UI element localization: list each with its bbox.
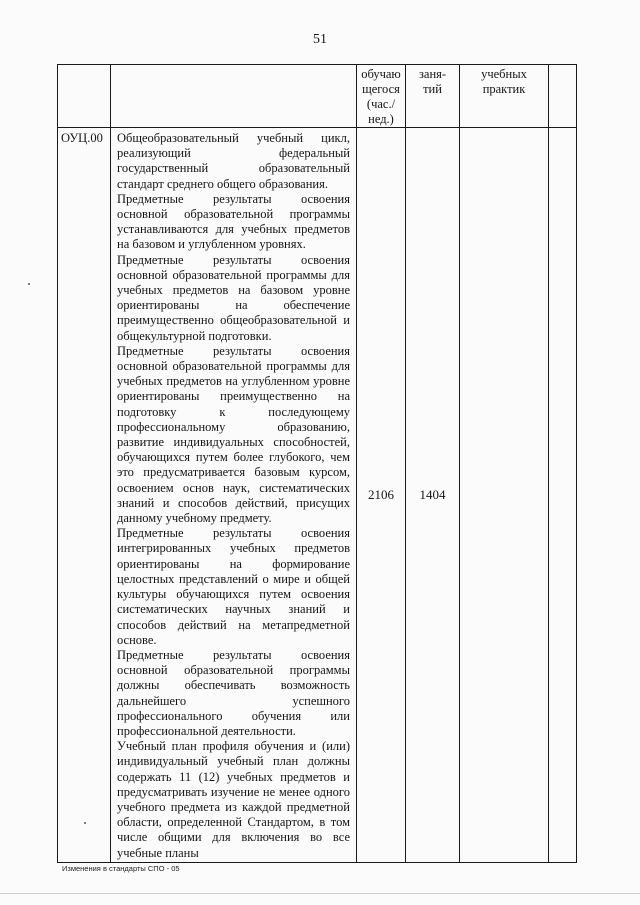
row-description-cell — [111, 128, 357, 863]
row-code-cell — [58, 128, 111, 863]
row-hours-total-cell — [357, 128, 406, 863]
header-cell-description — [111, 65, 357, 128]
description-paragraph: Предметные результаты освоения основной образовательной программы для учебных предметов на углубленном уровне ориентированы преимущественно на подготовку к последующему профессиональному образованию, развитие индивидуальных способностей, обучающихся путем более глубокого, чем это предусматривается базовым курсом, освоением основ наук, систематических знаний и способов действий, присущих данному учебному предмету. — [117, 343, 350, 526]
scan-speck — [28, 283, 30, 285]
description-paragraph: Предметные результаты освоения основной образовательной программы для учебных предметов на базовом уровне ориентированы на обеспечение преимущественно общеобразовательной и общекультурной подготовки. — [117, 252, 350, 343]
scan-speck — [84, 822, 86, 824]
header-practices-label: учебных практик — [481, 67, 527, 96]
page-number: 51 — [313, 32, 327, 47]
header-cell-extra — [549, 65, 577, 128]
header-classes-label: заня- тий — [418, 67, 447, 96]
row-practices-cell — [460, 128, 549, 863]
row-extra-cell — [549, 128, 577, 863]
header-cell-classes — [406, 65, 460, 128]
footer-note: Изменения в стандарты СПО - 05 — [62, 864, 180, 873]
header-student-hours-label: обучаю щегося (час./ нед.) — [361, 67, 401, 126]
row-code: ОУЦ.00 — [61, 131, 103, 145]
table-header-row — [58, 65, 577, 128]
description-paragraph: Учебный план профиля обучения и (или) индивидуальный учебный план должны содержать 11 (12) учебных предметов и предусматривать изучение не менее одного учебного предмета из каждой предметной области, определенной Стандартом, в том числе общими для включения во все учебные планы — [117, 739, 350, 860]
description-paragraph: Предметные результаты освоения основной образовательной программы должны обеспечивать возможность дальнейшего успешного профессионального обучения или профессиональной деятельности. — [117, 647, 350, 738]
header-cell-student-hours — [357, 65, 406, 128]
header-cell-code — [58, 65, 111, 128]
curriculum-table — [57, 64, 577, 863]
description-paragraph: Общеобразовательный учебный цикл, реализующий федеральный государственный образовательный стандарт среднего общего образования. — [117, 131, 350, 191]
page-bottom-edge — [0, 893, 640, 894]
table-row — [58, 128, 577, 863]
description-paragraph: Предметные результаты освоения интегрированных учебных предметов ориентированы на формирование целостных представлений о мире и общей культуры обучающихся путем освоения систематических научных знаний и способов действий на метапредметной основе. — [117, 526, 350, 647]
hours-classes-value: 1404 — [419, 487, 446, 502]
description-paragraph: Предметные результаты освоения основной образовательной программы устанавливаются для учебных предметов на базовом и углубленном уровнях. — [117, 191, 350, 252]
hours-total-value: 2106 — [368, 487, 394, 502]
row-hours-classes-cell — [406, 128, 460, 863]
header-cell-practices — [460, 65, 549, 128]
